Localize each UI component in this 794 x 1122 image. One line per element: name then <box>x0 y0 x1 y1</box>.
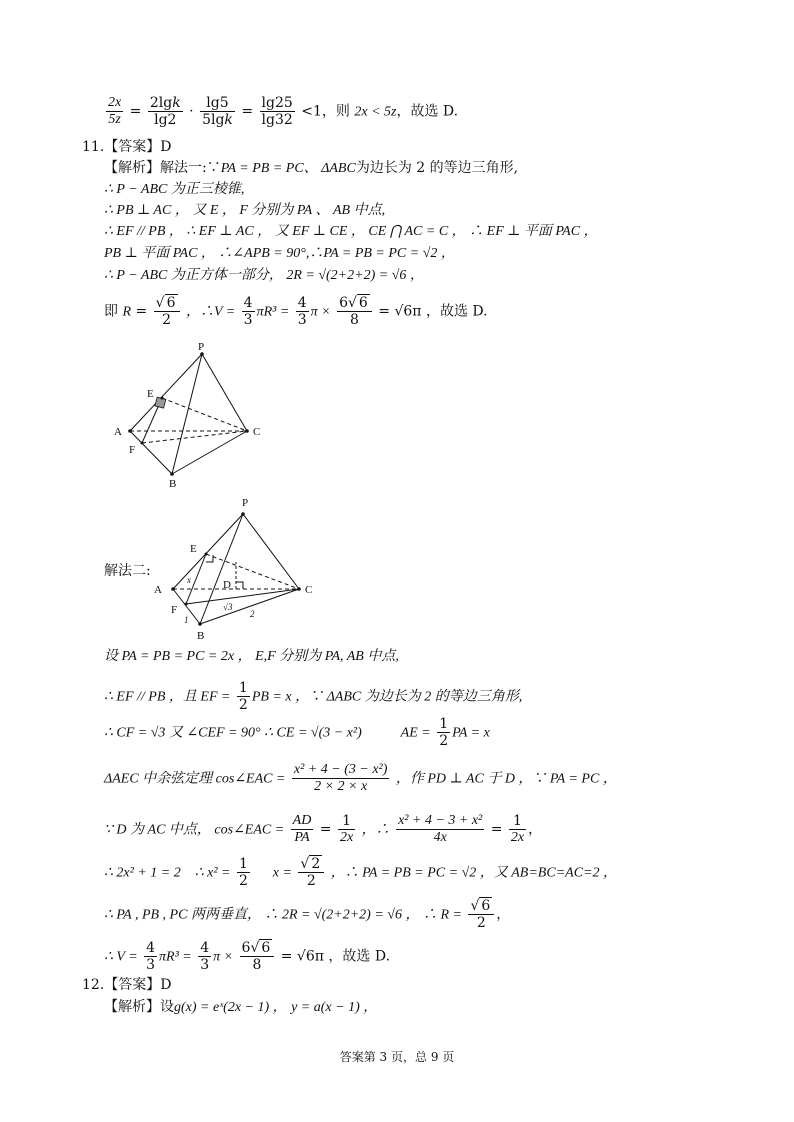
text: 、 ΔABC <box>303 161 356 176</box>
label-A: A <box>154 584 162 596</box>
text: PB = x ，∵ ΔABC 为边长为 2 的等边三角形, <box>251 689 523 705</box>
text: ，作 PD ⊥ AC 于 D ，∵ PA = PC ， <box>395 771 617 787</box>
text: ∴ 2x² + 1 = 2 ∴ x² = <box>104 865 231 881</box>
text: = √6π ，故选 D. <box>378 303 488 320</box>
frac-1-2c: $\frac{1}{2}$ <box>238 856 248 889</box>
eq-line-1: $\frac{2x}{5z}$ = $\frac{2\lg k}{\lg 2}$ · $\frac{\lg 5}{5\lg k}$ = $\frac{\lg 25}{\lg 32}$ <1，则 2x < 5z，故选 D. <box>108 95 459 128</box>
text: ∴ PA , PB , PC 两两垂直， ∴ 2R = √(2+2+2) = √6 ， ∴ R = <box>104 907 462 923</box>
label-C: C <box>305 584 313 596</box>
label-P: P <box>198 341 205 353</box>
label-B: B <box>197 630 205 642</box>
q11-line-1 <box>104 159 518 178</box>
text: 【解析】设 <box>104 999 174 1015</box>
q11-line-2: ∴ P − ABC 为正三棱锥, <box>104 182 245 197</box>
answer-label: 【答案】D <box>104 139 172 155</box>
q11-line-4: ∴ EF // PB ， ∴ EF ⊥ AC ， 又 EF ⊥ CE ， CE ⋂ AC = C ， ∴ EF ⊥ 平面 PAC ， <box>104 224 598 239</box>
q11-answer-line <box>82 138 172 156</box>
text: x = <box>272 865 292 881</box>
frac-lg25-lg32: $\frac{\lg 25}{\lg 32}$ <box>261 95 293 128</box>
frac-1-2: $\frac{1}{2}$ <box>238 680 248 713</box>
m2-line-4 <box>104 762 617 795</box>
text: ΔAEC 中余弦定理 cos∠EAC = <box>104 771 286 787</box>
label-P: P <box>242 497 249 509</box>
text: PA = x <box>452 725 490 741</box>
m2-line-7: ∴ PA , PB , PC 两两垂直， ∴ 2R = √(2+2+2) = √6 ， ∴ R = $\frac{√ 6}{2}$ ， <box>104 898 511 931</box>
text: πR³ = <box>159 949 192 965</box>
frac-lg5-5lgk: $\frac{\lg 5}{5\lg k}$ <box>202 95 233 128</box>
m2-line-5: ∵ D 为 AC 中点， cos∠EAC = $\frac{AD}{PA}$ = $\frac{1}{2x}$ ，∴ $\frac{\text{x² + 4 − 3 + x²}}{4x}$ = $\frac{1}{2x}$ ， <box>104 813 543 845</box>
label-E: E <box>147 388 154 400</box>
label-1: 1 <box>184 615 189 625</box>
text: 2x < 5z <box>354 104 397 120</box>
label-F: F <box>129 444 136 456</box>
answer-label: 【答案】D <box>104 977 172 993</box>
label-D: D <box>223 579 231 591</box>
label-sqrt3: √3 <box>223 602 233 612</box>
m2-line-2 <box>104 680 522 713</box>
text: 为边长为 2 的等边三角形, <box>355 160 519 176</box>
text: πR³ = <box>256 304 290 320</box>
text: 即 <box>104 303 118 320</box>
text: ∵ D 为 AC 中点， cos∠EAC = <box>104 822 285 838</box>
m2-line-6 <box>104 856 617 889</box>
text: ∴ EF // PB ，且 EF = <box>104 689 231 705</box>
frac-4-3: $\frac{4}{3}$ <box>243 295 253 328</box>
q11-line-3: ∴ PB ⊥ AC ， 又 E ， F 分别为 PA 、 AB 中点, <box>104 203 386 218</box>
text: π × <box>213 949 234 965</box>
figure-tetrahedron-2 <box>150 492 325 642</box>
text: 【解析】解法一:∵ <box>104 160 221 176</box>
q11-line-6: ∴ P − ABC 为正方体一部分， 2R = √(2+2+2) = √6 ， <box>104 268 424 283</box>
frac-sqrt2-2: $\frac{√ 2}{2}$ <box>298 856 324 889</box>
text: π × <box>310 304 331 320</box>
frac-4-3d: $\frac{4}{3}$ <box>200 940 210 973</box>
m2-line-1: 设 PA = PB = PC = 2x ， E,F 分别为 PA, AB 中点, <box>104 649 399 664</box>
method-2-label: 解法二: <box>104 563 151 579</box>
figure-tetrahedron-1 <box>110 340 280 490</box>
text: g(x) = eˣ(2x − 1) ， <box>174 1000 287 1015</box>
frac-6sqrt6-8: $\frac{6√ 6}{8}$ <box>337 295 372 328</box>
text: y = a(x − 1) ， <box>291 1000 378 1015</box>
frac-AD-PA: $\frac{AD}{PA}$ <box>292 813 312 845</box>
question-number: 11. <box>82 139 105 155</box>
q12-line-1 <box>104 998 377 1017</box>
question-number: 12. <box>82 977 105 993</box>
text: PA = PB = PC <box>220 161 304 176</box>
q12-answer-line <box>82 976 172 994</box>
frac-sqrt6-2: $\frac{√ 6}{2}$ <box>154 295 180 328</box>
label-A: A <box>114 426 122 438</box>
label-C: C <box>253 426 261 438</box>
text: ，∴V = <box>185 304 236 320</box>
frac-6sqrt6-8b: $\frac{6√ 6}{8}$ <box>240 940 275 973</box>
text: ∴ V = <box>104 949 138 965</box>
text: ，∴ PA = PB = PC = √2 ，又 AB=BC=AC=2 ， <box>330 865 617 881</box>
frac-1-2x: $\frac{1}{2x}$ <box>339 813 354 845</box>
frac-4-3c: $\frac{4}{3}$ <box>146 940 156 973</box>
frac-1-2x-b: $\frac{1}{2x}$ <box>510 813 525 845</box>
m2-line-3 <box>104 716 490 749</box>
page-footer: 答案第 3 页，总 9 页 <box>339 1050 455 1064</box>
frac-4-3b: $\frac{4}{3}$ <box>297 295 307 328</box>
label-E: E <box>190 543 197 555</box>
text: ，∴ <box>361 822 390 838</box>
text: AE = <box>400 725 431 741</box>
frac-cos-law: $\frac{\text{x² + 4 − (3 − x²)}}{2 \times 2 \times x}$ <box>293 762 388 794</box>
text: = √6π ，故选 D. <box>280 948 391 965</box>
q11-line-5: PB ⊥ 平面 PAC ， ∴∠APB = 90°,∴PA = PB = PC = √2 ， <box>104 246 455 261</box>
frac-1-2b: $\frac{1}{2}$ <box>439 716 449 749</box>
label-2: 2 <box>250 609 255 619</box>
label-B: B <box>169 478 177 490</box>
q11-line-7: 即 R = $\frac{√ 6}{2}$ ，∴V = $\frac{4}{3}$ πR³ = $\frac{4}{3}$ π × $\frac{6√ 6}{8}$ = √6π ，故选 D. <box>104 295 488 328</box>
frac-2x-5z: $\frac{2x}{5z}$ <box>108 95 122 127</box>
text: ，则 <box>321 103 350 120</box>
label-x: x <box>187 575 191 585</box>
text: ，故选 D. <box>396 103 459 120</box>
frac-sub: $\frac{\text{x² + 4 − 3 + x²}}{4x}$ <box>398 813 483 845</box>
label-F: F <box>171 604 178 616</box>
frac-2lgk-lg2: $\frac{2\lg k}{\lg 2}$ <box>149 95 181 128</box>
frac-sqrt6-2b: $\frac{√ 6}{2}$ <box>468 898 494 931</box>
text: ∴ CF = √3 又 ∠CEF = 90° ∴ CE = √(3 − x²) <box>104 725 362 741</box>
m2-line-8 <box>104 940 390 973</box>
